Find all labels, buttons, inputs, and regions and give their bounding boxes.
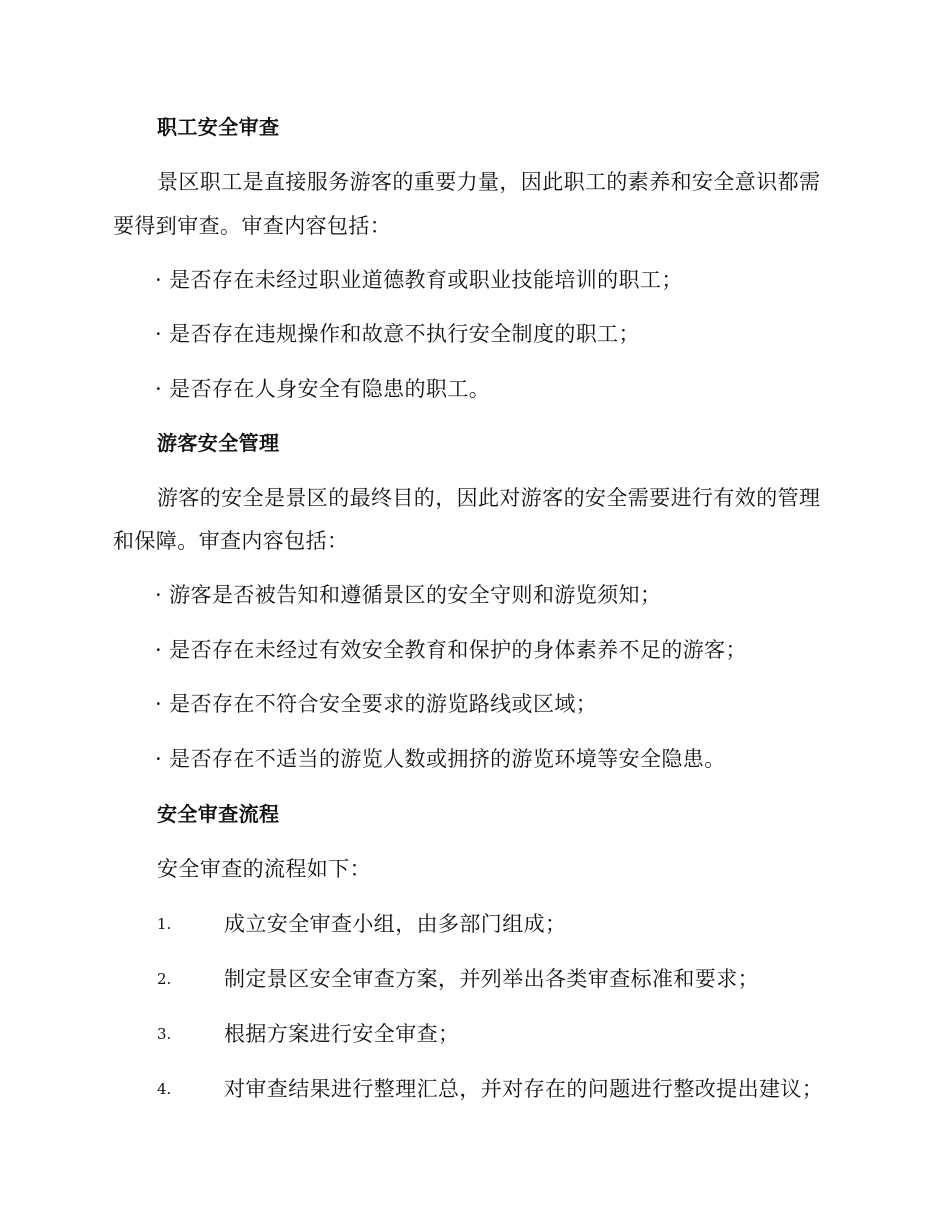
section-heading-process: 安全审查流程 [157, 802, 280, 826]
step-text: 根据方案进行安全审查； [224, 1022, 460, 1046]
paragraph-line: 景区职工是直接服务游客的重要力量，因此职工的素养和安全意识都需 [157, 170, 821, 194]
step-number: 4. [157, 1080, 172, 1098]
paragraph-line: 游客的安全是景区的最终目的，因此对游客的安全需要进行有效的管理 [157, 486, 821, 510]
bullet-item: · 是否存在不适当的游览人数或拥挤的游览环境等安全隐患。 [155, 747, 726, 771]
bullet-item: · 是否存在人身安全有隐患的职工。 [155, 377, 491, 401]
bullet-item: · 是否存在违规操作和故意不执行安全制度的职工； [155, 322, 640, 346]
step-number: 1. [157, 915, 172, 933]
step-number: 2. [157, 970, 172, 988]
step-text: 成立安全审查小组，由多部门组成； [224, 912, 567, 936]
paragraph-line: 安全审查的流程如下： [157, 857, 371, 881]
section-heading-visitor: 游客安全管理 [157, 431, 280, 455]
section-heading-staff: 职工安全审查 [157, 115, 280, 139]
step-number: 3. [157, 1025, 172, 1043]
step-text: 对审查结果进行整理汇总，并对存在的问题进行整改提出建议； [224, 1077, 824, 1101]
paragraph-line: 要得到审查。审查内容包括： [113, 214, 392, 238]
bullet-item: · 游客是否被告知和遵循景区的安全守则和游览须知； [155, 583, 662, 607]
bullet-item: · 是否存在不符合安全要求的游览路线或区域； [155, 692, 598, 716]
paragraph-line: 和保障。审查内容包括： [113, 529, 349, 553]
bullet-item: · 是否存在未经过有效安全教育和保护的身体素养不足的游客； [155, 638, 747, 662]
step-text: 制定景区安全审查方案，并列举出各类审查标准和要求； [224, 967, 759, 991]
bullet-item: · 是否存在未经过职业道德教育或职业技能培训的职工； [155, 268, 683, 292]
